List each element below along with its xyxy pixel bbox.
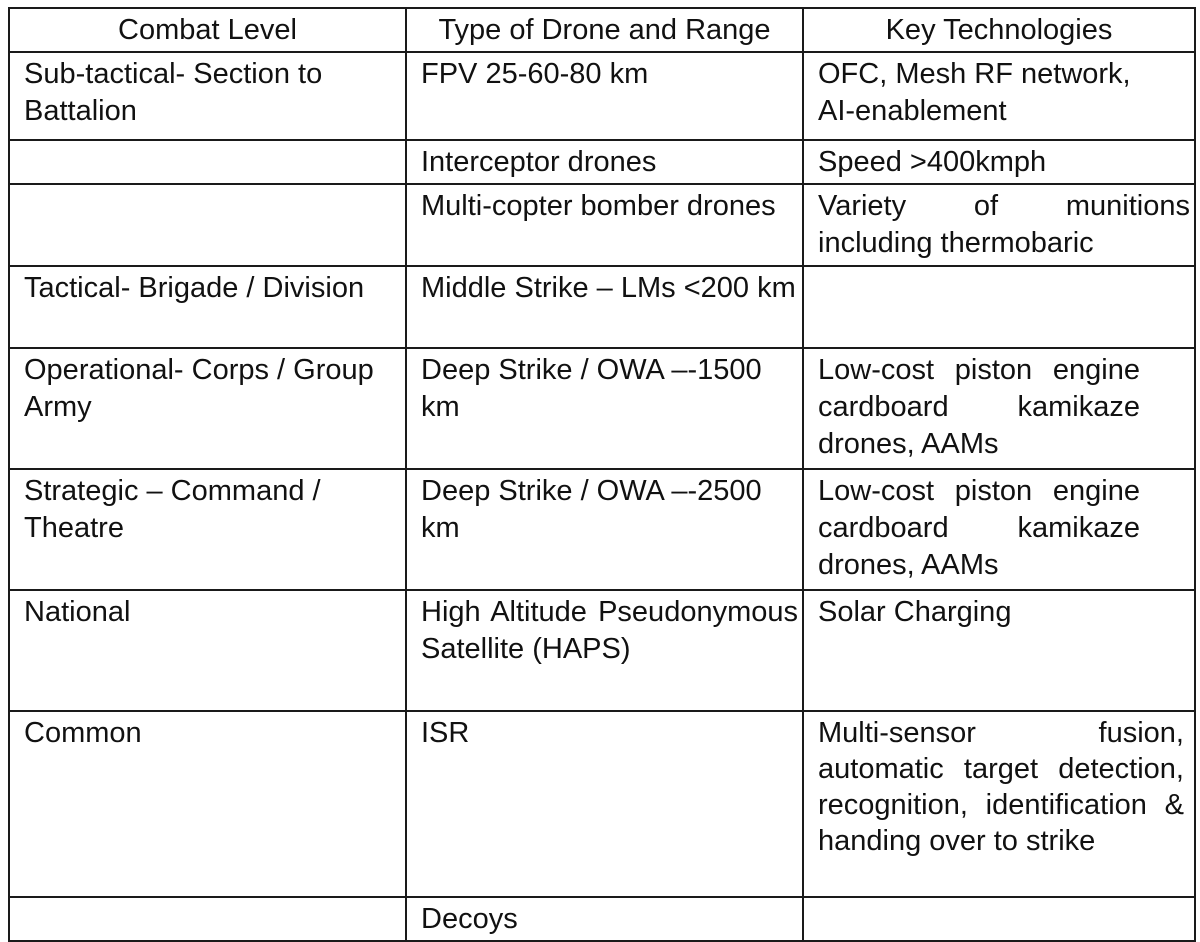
table-row [9,140,1195,184]
table-body [9,52,1195,941]
table-row [9,266,1195,348]
key-tech-cell: Variety of munitions including thermobaric [803,184,1195,266]
drone-type-cell: Interceptor drones [406,140,803,184]
drone-type-cell: Multi-copter bomber drones [406,184,803,266]
header-combat-level: Combat Level [9,8,406,52]
drone-type-cell: Decoys [406,897,803,941]
combat-level-cell: National [9,590,406,711]
key-tech-cell [803,897,1195,941]
drone-type-cell: Deep Strike / OWA –-1500 km [406,348,803,469]
header-drone-type-range: Type of Drone and Range [406,8,803,52]
combat-level-cell: Sub-tactical- Section to Battalion [9,52,406,140]
table-row [9,348,1195,469]
drone-type-cell: Middle Strike – LMs <200 km [406,266,803,348]
combat-level-cell: Tactical- Brigade / Division [9,266,406,348]
drone-type-cell: ISR [406,711,803,897]
table-row [9,184,1195,266]
key-tech-cell: Speed >400kmph [803,140,1195,184]
combat-level-cell [9,140,406,184]
table-header [9,8,1195,52]
table-row [9,590,1195,711]
table-row [9,52,1195,140]
header-key-technologies: Key Technologies [803,8,1195,52]
key-tech-cell: Solar Charging [803,590,1195,711]
table-row [9,711,1195,897]
key-tech-cell: OFC, Mesh RF network, AI-enablement [803,52,1195,140]
drone-type-cell: Deep Strike / OWA –-2500 km [406,469,803,590]
key-tech-cell [803,266,1195,348]
combat-level-cell: Operational- Corps / Group Army [9,348,406,469]
combat-level-cell [9,897,406,941]
drone-type-cell: High Altitude Pseudonymous Satellite (HAPS) [406,590,803,711]
table-row [9,469,1195,590]
combat-level-cell: Strategic – Command / Theatre [9,469,406,590]
table-row [9,897,1195,941]
key-tech-cell: Low-cost piston engine cardboard kamikaze drones, AAMs [803,348,1195,469]
combat-level-cell [9,184,406,266]
header-row [9,8,1195,52]
drone-type-cell: FPV 25-60-80 km [406,52,803,140]
combat-level-cell: Common [9,711,406,897]
key-tech-cell: Low-cost piston engine cardboard kamikaze drones, AAMs [803,469,1195,590]
drone-combat-table [8,7,1196,942]
key-tech-cell: Multi-sensor fusion, automatic target detection, recognition, identification & handing over to strike [803,711,1195,897]
